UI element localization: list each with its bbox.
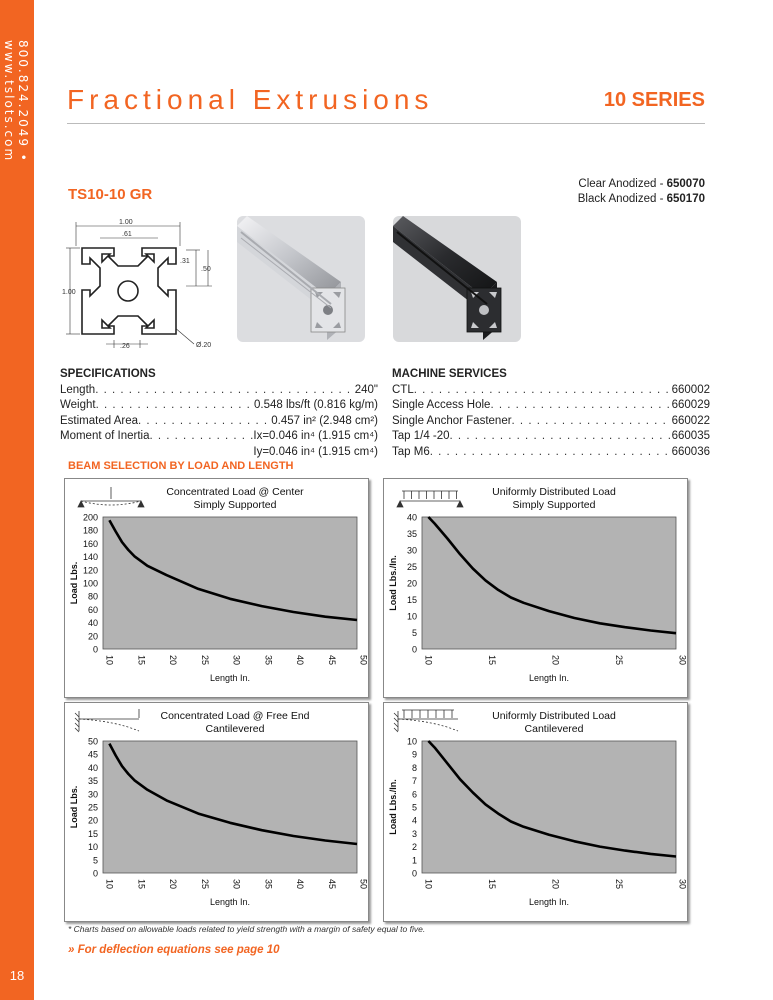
service-row: Tap 1/4 -20 . . . 660035 [392, 429, 710, 444]
y-axis-label: Load Lbs. [69, 785, 79, 829]
x-tick-label: 40 [295, 655, 305, 666]
y-tick-label: 45 [87, 749, 98, 760]
y-axis-label: Load Lbs./In. [388, 779, 398, 835]
x-tick-label: 20 [550, 655, 561, 666]
chart-subtitle: Cantilevered [524, 723, 584, 735]
y-tick-label: 0 [92, 868, 98, 879]
service-row: CTL . . . 660002 [392, 383, 710, 398]
dim-opening: .26 [120, 343, 130, 350]
spec-row: Length . . . 240" [60, 383, 378, 398]
y-tick-label: 30 [87, 789, 98, 800]
x-tick-label: 10 [104, 655, 115, 666]
y-tick-label: 100 [82, 578, 98, 589]
finish-black: Black Anodized - 650170 [577, 193, 705, 205]
y-tick-label: 3 [411, 828, 417, 839]
chart-subtitle: Simply Supported [193, 499, 277, 511]
y-tick-label: 60 [87, 604, 98, 615]
profile-svg [62, 216, 232, 356]
dim-hole: Ø.20 [196, 342, 212, 349]
y-tick-label: 10 [406, 611, 417, 622]
spec-row: Iy=0.046 in⁴ (1.915 cm⁴) [253, 445, 378, 458]
y-tick-label: 140 [82, 552, 98, 563]
x-tick-label: 45 [326, 879, 337, 890]
y-tick-label: 4 [411, 815, 417, 826]
x-tick-label: 15 [487, 655, 497, 666]
x-axis-label: Length In. [528, 673, 570, 683]
x-tick-label: 30 [677, 879, 687, 890]
spec-row: Estimated Area . . . 0.457 in² (2.948 cm²) [60, 414, 378, 429]
plot-area [103, 517, 357, 649]
x-tick-label: 15 [136, 879, 147, 890]
chart-title: Uniformly Distributed Load [492, 710, 616, 722]
y-tick-label: 9 [411, 749, 417, 760]
dim-half: .50 [201, 266, 211, 273]
dim-width: 1.00 [119, 219, 133, 226]
y-tick-label: 20 [87, 815, 98, 826]
chart-svg [65, 703, 368, 921]
service-row: Single Access Hole . . . 660029 [392, 398, 710, 413]
beam-selection-heading: BEAM SELECTION BY LOAD AND LENGTH [68, 460, 294, 472]
y-tick-label: 200 [82, 512, 98, 523]
chart-footnote: * Charts based on allowable loads related to yield strength with a margin of safety equal to five. [68, 924, 426, 934]
spec-row: Weight . . . 0.548 lbs/ft (0.816 kg/m) [60, 398, 378, 413]
x-tick-label: 25 [199, 655, 210, 666]
y-tick-label: 0 [411, 868, 417, 879]
x-tick-label: 50 [358, 879, 368, 890]
y-tick-label: 6 [411, 789, 417, 800]
beam-diagram-icon [75, 709, 139, 732]
side-bar [0, 0, 34, 1000]
x-axis-label: Length In. [209, 897, 251, 907]
x-tick-label: 25 [614, 655, 624, 666]
chart-title: Uniformly Distributed Load [492, 486, 616, 498]
y-tick-label: 1 [411, 855, 417, 866]
plot-area [103, 741, 357, 873]
x-tick-label: 10 [423, 879, 434, 890]
finish-options [578, 177, 705, 207]
y-tick-label: 8 [411, 762, 417, 773]
dim-inner: .61 [122, 231, 132, 238]
y-tick-label: 10 [87, 842, 98, 853]
y-tick-label: 20 [406, 578, 417, 589]
profile-drawing [62, 216, 232, 356]
clear-anodized-photo [237, 216, 365, 342]
x-tick-label: 35 [263, 655, 274, 666]
x-tick-label: 20 [168, 879, 178, 890]
y-tick-label: 40 [87, 618, 98, 629]
x-tick-label: 25 [614, 879, 624, 890]
y-tick-label: 10 [406, 736, 417, 747]
service-row: Single Anchor Fastener . . . 660022 [392, 414, 710, 429]
chart-uniform-cantilevered [383, 702, 688, 922]
y-tick-label: 30 [406, 545, 417, 556]
x-tick-label: 30 [677, 655, 687, 666]
specifications [60, 368, 378, 460]
y-tick-label: 80 [87, 591, 98, 602]
y-tick-label: 40 [87, 762, 98, 773]
black-anodized-photo [393, 216, 521, 342]
chart-svg [384, 703, 687, 921]
x-tick-label: 50 [358, 655, 368, 666]
x-tick-label: 15 [136, 655, 147, 666]
y-tick-label: 5 [92, 855, 98, 866]
x-tick-label: 10 [423, 655, 434, 666]
y-axis-label: Load Lbs. [69, 561, 79, 605]
chart-svg [384, 479, 687, 697]
chart-title: Concentrated Load @ Free End [160, 710, 310, 722]
x-tick-label: 35 [263, 879, 274, 890]
y-tick-label: 50 [87, 736, 98, 747]
y-axis-label: Load Lbs./In. [388, 555, 398, 611]
x-axis-label: Length In. [528, 897, 570, 907]
x-tick-label: 45 [326, 655, 337, 666]
chart-svg [65, 479, 368, 697]
x-tick-label: 25 [199, 879, 210, 890]
y-tick-label: 7 [411, 776, 417, 787]
y-tick-label: 0 [411, 644, 417, 655]
y-tick-label: 40 [406, 512, 417, 523]
y-tick-label: 120 [82, 565, 98, 576]
y-tick-label: 5 [411, 802, 417, 813]
chart-title: Concentrated Load @ Center [166, 486, 304, 498]
y-tick-label: 5 [411, 628, 417, 638]
chart-center-simply-supported [64, 478, 369, 698]
y-tick-label: 15 [87, 828, 98, 839]
header-divider [67, 123, 705, 124]
chart-uniform-simply-supported [383, 478, 688, 698]
x-axis-label: Length In. [209, 673, 251, 683]
dim-height: 1.00 [62, 289, 76, 296]
machine-services-heading: MACHINE SERVICES [392, 368, 507, 380]
x-tick-label: 30 [231, 879, 242, 890]
y-tick-label: 35 [87, 776, 98, 787]
service-row: Tap M6 . . . 660036 [392, 445, 710, 460]
x-tick-label: 10 [104, 879, 115, 890]
y-tick-label: 25 [406, 562, 417, 572]
y-tick-label: 2 [411, 842, 417, 853]
chart-free-end-cantilevered [64, 702, 369, 922]
x-tick-label: 30 [231, 655, 242, 666]
specifications-heading: SPECIFICATIONS [60, 368, 156, 380]
finish-clear: Clear Anodized - 650070 [578, 178, 705, 190]
beam-diagram-icon [397, 491, 463, 507]
y-tick-label: 180 [82, 525, 98, 536]
beam-diagram-icon [394, 710, 458, 732]
page-title: Fractional Extrusions [67, 84, 434, 115]
spec-row: Moment of Inertia . . . Ix=0.046 in⁴ (1.915 cm⁴) [60, 429, 378, 444]
y-tick-label: 0 [92, 644, 98, 655]
contact-info: 800.824.2049 • www.tslots.com [2, 40, 30, 163]
y-tick-label: 15 [406, 595, 417, 605]
page-number: 18 [9, 968, 25, 983]
x-tick-label: 20 [168, 655, 178, 666]
x-tick-label: 40 [295, 879, 305, 890]
y-tick-label: 25 [87, 802, 98, 813]
y-tick-label: 20 [87, 631, 98, 642]
y-tick-label: 35 [406, 529, 417, 539]
x-tick-label: 15 [487, 879, 497, 890]
deflection-link[interactable]: » For deflection equations see page 10 [68, 944, 280, 956]
dim-slot: .31 [180, 258, 190, 265]
chart-subtitle: Simply Supported [512, 499, 596, 511]
y-tick-label: 160 [82, 538, 98, 549]
chart-subtitle: Cantilevered [205, 723, 265, 735]
series-label: 10 SERIES [603, 89, 705, 111]
machine-services [392, 368, 710, 460]
x-tick-label: 20 [550, 879, 561, 890]
beam-diagram-icon [78, 487, 144, 507]
part-number: TS10-10 GR [68, 186, 153, 203]
